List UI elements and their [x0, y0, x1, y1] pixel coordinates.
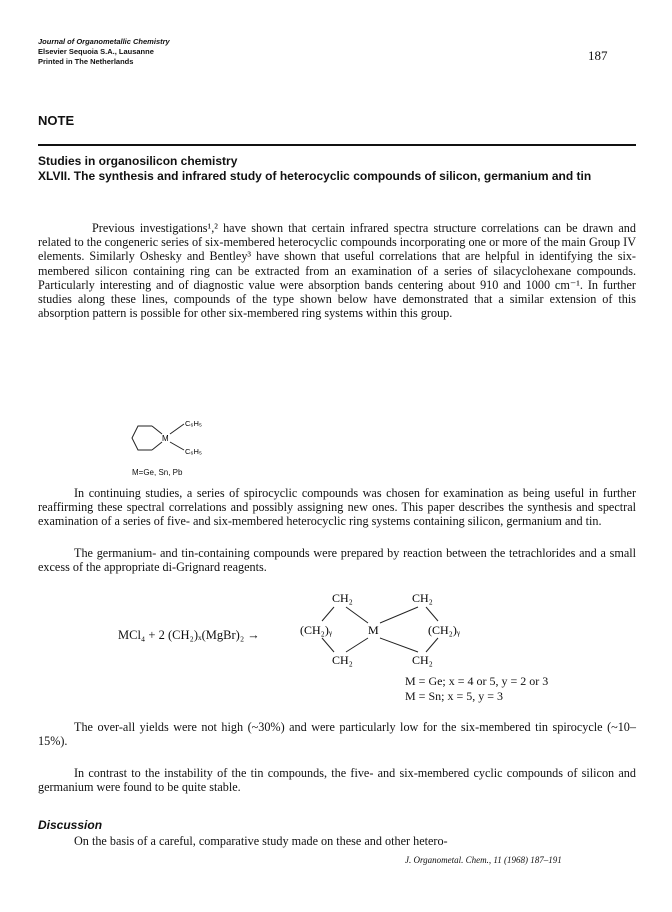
paragraph-intro	[38, 221, 636, 320]
page-number: 187	[588, 48, 608, 63]
chain-left: (CH₂)ᵧ	[300, 623, 333, 637]
condition-tin: M = Sn; x = 5, y = 3	[405, 689, 503, 703]
paragraph-yields-text: The over-all yields were not high (~30%) and were particularly low for the six-membered tin spirocycle (~10–15%).	[38, 720, 636, 749]
article-title: XLVII. The synthesis and infrared study of heterocyclic compounds of silicon, germanium and tin	[38, 169, 592, 183]
ch2-top-right: CH₂	[412, 591, 433, 605]
phenyl-label-lower: C₆H₅	[185, 447, 202, 456]
structure-caption: M=Ge, Sn, Pb	[132, 468, 183, 477]
section-label: NOTE	[38, 113, 75, 128]
discussion-paragraph	[38, 834, 636, 849]
condition-germanium: M = Ge; x = 4 or 5, y = 2 or 3	[405, 674, 549, 688]
discussion-text: On the basis of a careful, comparative study made on these and other hetero-	[74, 834, 448, 848]
discussion-heading: Discussion	[38, 818, 103, 832]
structure-atom: M	[162, 434, 169, 443]
ch2-top-left: CH₂	[332, 591, 353, 605]
paragraph-preparation	[38, 546, 636, 574]
paragraph-spirocyclic-text: In continuing studies, a series of spirocyclic compounds was chosen for examination as being useful in further reaffirming these spectral correlations and possibly assigning new ones. This paper describes the synthesis and spectral examination of a series of five- and six-membered heterocyclic ring systems containing silicon, germanium and tin.	[38, 486, 636, 529]
journal-header	[38, 37, 170, 67]
paragraph-intro-text: Previous investigations¹,² have shown that certain infrared spectra structure correlations can be drawn and related to the congeneric series of six-membered heterocyclic compounds incorporating one or more of the main Group IV elements. Similarly Oshesky and Bentley³ have shown that useful correlations that are helpful in identifying the six-membered silicon containing ring can be extracted from an examination of a series of silacyclohexane compounds. Particularly interesting and of diagnostic value were absorption bands centering about 910 and 1000 cm⁻¹. In further studies along these lines, compounds of the type shown below have demonstrated that a similar extension of this absorption pattern is possible for other six-membered ring systems within this group.	[38, 221, 636, 321]
chain-right: (CH₂)ᵧ	[428, 623, 461, 637]
paragraph-stability	[38, 766, 636, 794]
journal-name: Journal of Organometallic Chemistry	[38, 37, 170, 46]
section-divider	[38, 144, 636, 146]
ch2-bottom-left: CH₂	[332, 653, 353, 667]
paragraph-preparation-text: The germanium- and tin-containing compounds were prepared by reaction between the tetrachlorides and a small excess of the appropriate di-Grignard reagents.	[38, 546, 636, 575]
citation-footer: J. Organometal. Chem., 11 (1968) 187–191	[405, 855, 562, 865]
printed-line: Printed in The Netherlands	[38, 57, 134, 66]
paragraph-stability-text: In contrast to the instability of the tin compounds, the five- and six-membered cyclic compounds of silicon and germanium were found to be quite stable.	[38, 766, 636, 795]
spirocycle-structure	[300, 588, 500, 668]
reaction-lhs: MCl₄ + 2 (CH₂)ₓ(MgBr)₂ →	[118, 628, 260, 642]
series-title: Studies in organosilicon chemistry	[38, 154, 238, 168]
paragraph-yields	[38, 720, 636, 748]
spiro-atom: M	[368, 623, 379, 637]
paragraph-spirocyclic	[38, 486, 636, 529]
ch2-bottom-right: CH₂	[412, 653, 433, 667]
phenyl-label-upper: C₆H₅	[185, 419, 202, 428]
silacyclohexane-structure	[128, 418, 238, 468]
publisher-line: Elsevier Sequoia S.A., Lausanne	[38, 47, 154, 56]
